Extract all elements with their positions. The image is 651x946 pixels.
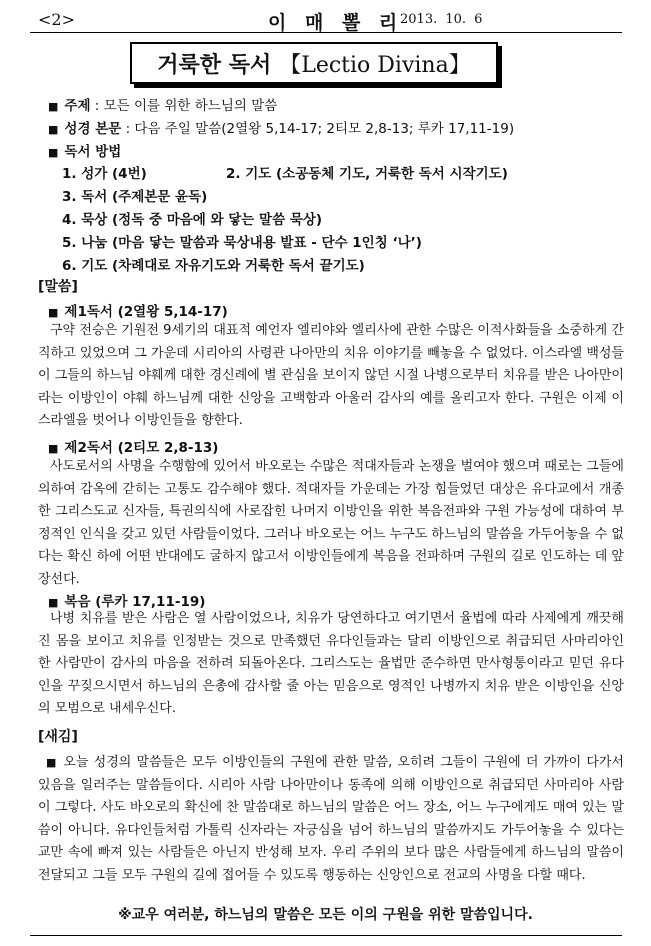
meta-method: [48, 140, 121, 160]
meta-text-sep: :: [121, 121, 135, 137]
bulletin-name: 이 매 뽈 리: [268, 12, 404, 34]
square-bullet-icon: ■: [48, 123, 59, 136]
page-header: [30, 8, 622, 34]
header-rule: [30, 32, 622, 33]
meta-method-label: 독서 방법: [64, 144, 122, 160]
step-2: 2. 기도 (소공동체 기도, 거룩한 독서 시작기도): [226, 166, 508, 182]
section-word: [말씀]: [38, 279, 78, 295]
title-main: 거룩한 독서: [157, 52, 272, 78]
step-4: 4. 묵상 (정독 중 마음에 와 닿는 말씀 묵상): [62, 212, 323, 228]
title-sub: 【Lectio Divina】: [279, 52, 471, 78]
step-3: 3. 독서 (주제본문 윤독): [62, 189, 208, 205]
square-bullet-icon: ■: [48, 306, 59, 319]
square-bullet-icon: ■: [48, 442, 59, 455]
step-1: 1. 성가 (4번): [62, 166, 147, 182]
square-bullet-icon: ■: [48, 146, 59, 159]
meta-topic-sep: :: [90, 98, 104, 114]
reading-2-body: 사도로서의 사명을 수행함에 있어서 바오로는 수많은 적대자들과 논쟁을 벌여야 했으며 때로는 그들에 의하여 감옥에 갇히는 고통도 감수해야 했다. 적대자들 가운데는 가장 힘들었던 대상은 유다교에서 개종한 그리스도교 신자들, 특권의식에 사로잡힌 나머지 이방인을 위한 복음전파와 구원 가능성에 대하여 부정적인 인식을 갖고 있던 사람들이었다. 그러나 바오로는 어느 누구도 하느님의 말씀을 가두어놓을 수 없다는 확신 하에 어떤 반대에도 굴하지 않고서 이방인들에게 복음을 전파하며 구원의 길로 인도하는 데 앞장선다.: [38, 459, 624, 587]
meta-topic: [48, 94, 277, 114]
bulletin-date: 2013. 10. 6: [400, 12, 483, 27]
gospel-body: 나병 치유를 받은 사람은 열 사람이었으나, 치유가 당연하다고 여기면서 율법에 따라 사제에게 깨끗해진 몸을 보이고 치유를 인정받는 것으로 만족했던 유다인들과는 달리 이방인으로 취급되던 사마리아인 한 사람만이 감사의 마음을 전하려 되돌아온다. 그리스도는 율법만 준수하면 만사형통이라고 믿던 유다인을 꾸짖으시면서 하느님의 은총에 감사할 줄 아는 믿음으로 영적인 나병까지 치유 받은 이방인을 신앙의 모범으로 내세우신다.: [38, 611, 624, 716]
meta-topic-text: 모든 이를 위한 하느님의 말씀: [103, 98, 278, 114]
closing-message: ※교우 여러분, 하느님의 말씀은 모든 이의 구원을 위한 말씀입니다.: [118, 907, 533, 923]
step-5: 5. 나눔 (마음 닿는 말씀과 묵상내용 발표 - 단수 1인칭 ‘나’): [62, 235, 422, 251]
meta-text-label: 성경 본문: [64, 121, 122, 137]
section-reflection: [새김]: [38, 729, 78, 745]
square-bullet-icon: ■: [48, 100, 59, 113]
step-6: 6. 기도 (차례대로 자유기도와 거룩한 독서 끝기도): [62, 258, 365, 274]
meta-topic-label: 주제: [64, 98, 91, 114]
page-number: <2>: [38, 10, 75, 29]
title-box: [130, 42, 498, 84]
reading-1-heading: ■ 제1독서 (2열왕 5,14-17): [48, 304, 228, 320]
square-bullet-icon: ■: [48, 596, 59, 609]
meta-text-value: 다음 주일 말씀(2열왕 5,14-17; 2티모 2,8-13; 루카 17,11-19): [134, 121, 515, 137]
square-bullet-icon: ■: [46, 756, 58, 769]
gospel-heading: ■ 복음 (루카 17,11-19): [48, 594, 206, 610]
reading-1-body: 구약 전승은 기원전 9세기의 대표적 예언자 엘리야와 엘리사에 관한 수많은 이적사화들을 소중하게 간직하고 있었으며 그 가운데 시리아의 사령관 나아만의 치유 이야기를 빼놓을 수 없었다. 이스라엘 백성들이 그들의 하느님 야훼께 대한 경신례에 별 관심을 보이지 않던 시절 나병으로부터 치유를 받은 나아만이라는 이방인이 야훼 하느님께 대한 신앙을 고백함과 아울러 감사의 예를 올리고자 한다. 구원은 이제 이스라엘을 벗어나 이방인들을 향한다.: [38, 323, 624, 428]
reflection-body: ■ 오늘 성경의 말씀들은 모두 이방인들의 구원에 관한 말씀, 오히려 그들이 구원에 더 가까이 다가서 있음을 일러주는 말씀들이다. 시리아 사람 나아만이나 동족에 의해 이방인으로 취급되던 사마리아 사람이 그렇다. 사도 바오로의 확신에 찬 말씀대로 하느님의 말씀은 어느 장소, 어느 누구에게도 매여 있는 말씀이 아니다. 유다인들처럼 가톨릭 신자라는 자긍심을 넘어 하느님의 말씀까지도 가두어놓을 수 있다는 교만 속에 빠져 있는 사람들은 아닌지 반성해 보자. 우리 주위의 보다 많은 사람들에게 하느님의 말씀이 전달되고 그들 모두 구원의 길에 접어들 수 있도록 행동하는 신앙인으로 전교의 사명을 다할 때다.: [38, 755, 624, 883]
meta-text: [48, 117, 514, 137]
footer-rule: [30, 935, 622, 936]
reading-2-heading: ■ 제2독서 (2티모 2,8-13): [48, 440, 219, 456]
